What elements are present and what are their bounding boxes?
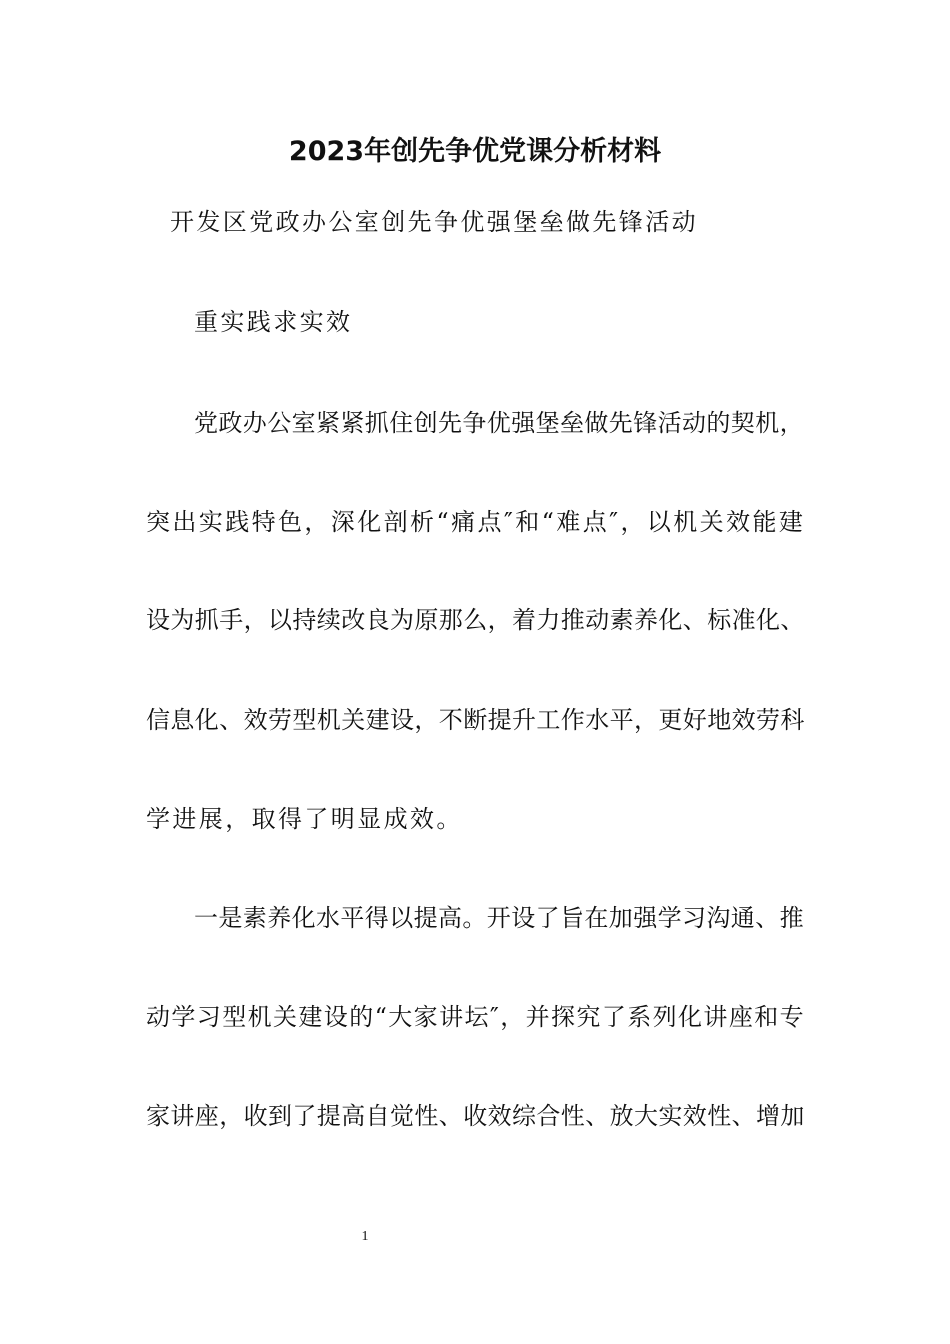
body-line: 设为抓手，以持续改良为原那么，着力推动素养化、标准化、	[146, 606, 805, 634]
subtitle-line: 开发区党政办公室创先争优强堡垒做先锋活动	[170, 208, 698, 236]
body-line: 动学习型机关建设的“大家讲坛″，并探究了系列化讲座和专	[146, 1003, 806, 1031]
page-number: 1	[361, 1229, 369, 1244]
document-title: 2023年创先争优党课分析材料	[288, 136, 662, 167]
body-line: 党政办公室紧紧抓住创先争优强堡垒做先锋活动的契机，	[194, 409, 804, 437]
body-line: 学进展，取得了明显成效。	[146, 805, 463, 833]
body-line: 突出实践特色，深化剖析“痛点″和“难点″，以机关效能建	[146, 508, 806, 536]
body-line: 家讲座，收到了提高自觉性、收效综合性、放大实效性、增加	[146, 1102, 805, 1130]
section-heading: 重实践求实效	[194, 308, 353, 336]
body-line: 信息化、效劳型机关建设，不断提升工作水平，更好地效劳科	[146, 706, 805, 734]
body-line: 一是素养化水平得以提高。开设了旨在加强学习沟通、推	[194, 904, 804, 932]
